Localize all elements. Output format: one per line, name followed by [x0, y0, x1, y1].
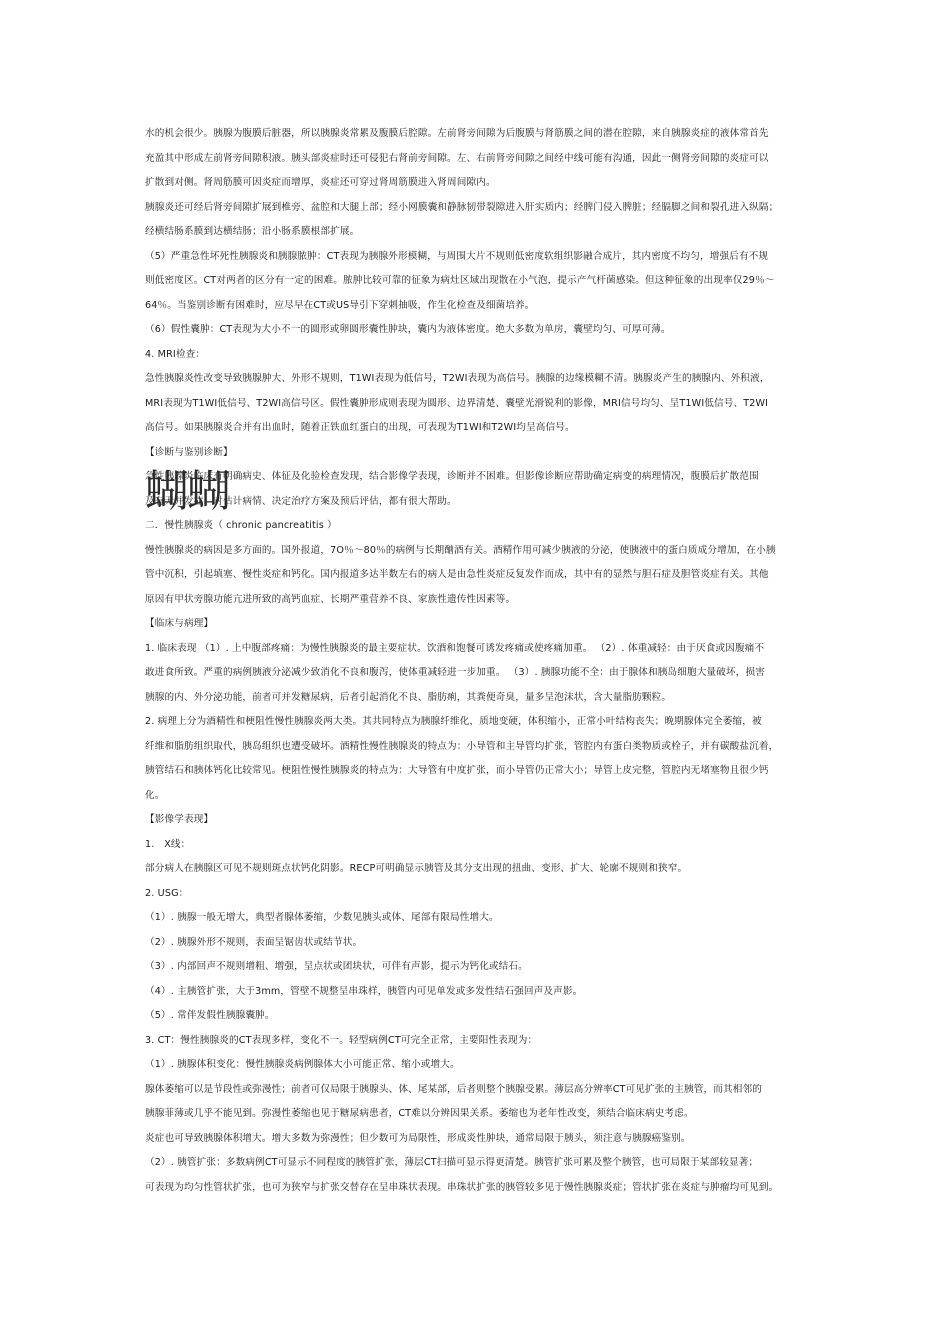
document-body [145, 122, 809, 1200]
text-line: 【影像学表现】 [145, 814, 214, 825]
text-line: （2）. 胰管扩张：多数病例CT可显示不同程度的胰管扩张，薄层CT扫描可显示得更清楚。胰管扩张可累及整个胰管，也可局限于某部较显著； [145, 1157, 759, 1168]
text-line: 高信号。如果胰腺炎合并有出血时，随着正铁血红蛋白的出现，可表现为T1WI和T2WI均呈高信号。 [145, 422, 575, 433]
text-line: 胰管结石和胰体钙化比较常见。梗阻性慢性胰腺炎的特点为：大导管有中度扩张，而小导管仍正常大小；导管上皮完整，管腔内无堵塞物且很少钙 [145, 765, 769, 776]
text-line: 1. 临床表现 （1）. 上中腹部疼痛：为慢性胰腺炎的最主要症状。饮酒和饱餐可诱发疼痛或使疼痛加重。 （2）. 体重减轻：由于厌食或因腹痛不 [145, 642, 765, 654]
text-line: （1）. 胰腺一般无增大，典型者腺体萎缩，少数见胰头或体、尾部有限局性增大。 [145, 912, 499, 923]
text-line: 扩散到对侧。肾周筋膜可因炎症而增厚，炎症还可穿过肾周筋膜进入肾周间隙内。 [145, 177, 496, 188]
text-line: 经横结肠系膜到达横结肠；沿小肠系膜根部扩展。 [145, 226, 360, 237]
text-line: 4. MRI检查： [145, 348, 206, 360]
text-line: 胰腺的内、外分泌功能，前者可并发糖尿病，后者引起消化不良、脂肪痢，其粪便奇臭，量多呈泡沫状，含大量脂肪颗粒。 [145, 691, 672, 703]
text-line: （1）. 胰腺体积变化：慢性胰腺炎病例腺体大小可能正常、缩小或增大。 [145, 1059, 460, 1070]
text-line: MRI表现为T1WI低信号、T2WI高信号区。假性囊肿形成则表现为圆形、边界清楚、囊壁光滑锐利的影像，MRI信号均匀、呈T1WI低信号、T2WI [145, 397, 769, 409]
text-line: 纤维和脂肪组织取代，胰岛组织也遭受破坏。酒精性慢性胰腺炎的特点为：小导管和主导管均扩张，管腔内有蛋白类物质或栓子，并有碳酸盐沉着， [145, 740, 779, 752]
text-line: 化。 [145, 789, 165, 801]
text-line: 腺体萎缩可以是节段性或弥漫性；前者可仅局限于胰腺头、体、尾某部，后者则整个胰腺受累。薄层高分辨率CT可见扩张的主胰管，而其相邻的 [145, 1083, 762, 1095]
text-line: 管中沉积，引起填塞、慢性炎症和钙化。国内报道多达半数左右的病人是由急性炎症反复发作而成，其中有的显然与胆石症及胆管炎症有关。其他 [145, 569, 769, 580]
text-line: 则低密度区。CT对两者的区分有一定的困难。脓肿比较可靠的征象为病灶区域出现散在小气泡，提示产气杆菌感染。但这种征象的出现率仅29％～ [145, 275, 775, 286]
text-line: 可表现为均匀性管状扩张，也可为狭窄与扩张交替存在呈串珠状表现。串珠状扩张的胰管较多见于慢性胰腺炎症；管状扩张在炎症与肿瘤均可见到。 [145, 1181, 779, 1193]
text-line: 胰腺炎还可经后肾旁间隙扩展到椎旁、盆腔和大腿上部；经小网膜囊和静脉韧带裂隙进入肝实质内；经脾门侵入脾脏；经膈脚之间和裂孔进入纵隔； [145, 201, 779, 213]
text-line: 急性胰腺炎性改变导致胰腺肿大、外形不规则，T1WI表现为低信号，T2WI表现为高信号。胰腺的边缘模糊不清。胰腺炎产生的胰腺内、外积液， [145, 373, 770, 384]
text-line: 原因有甲状旁腺功能亢进所致的高钙血症、长期严重营养不良、家族性遗传性因素等。 [145, 593, 516, 605]
text-line: 【诊断与鉴别诊断】 [145, 446, 233, 458]
text-line: （3）. 内部回声不规则增粗、增强，呈点状或团块状，可伴有声影，提示为钙化或结石。 [145, 961, 528, 972]
text-line: 敢进食所致。严重的病例胰液分泌减少致消化不良和腹泻，使体重减轻进一步加重。 （3）. 胰腺功能不全：由于腺体和胰岛细胞大量破坏，损害 [145, 667, 765, 678]
text-line: 炎症也可导致胰腺体积增大。增大多数为弥漫性；但少数可为局限性，形成炎性肿块，通常局限于胰头，须注意与胰腺癌鉴别。 [145, 1132, 691, 1144]
text-line: 二．慢性胰腺炎（ chronic pancreatitis ） [145, 520, 337, 531]
text-line: （5）. 常伴发假性胰腺囊肿。 [145, 1010, 275, 1021]
text-line: 64％。当鉴别诊断有困难时，应尽早在CT或US导引下穿刺抽吸，作生化检查及细菌培养。 [145, 299, 535, 311]
text-line: 慢性胰腺炎的病因是多方面的。国外报道，7O％～80％的病例与长期酗酒有关。酒精作用可减少胰液的分泌，使胰液中的蛋白质成分增加，在小胰 [145, 544, 776, 556]
text-line: 充盈其中形成左前肾旁间隙积液。胰头部炎症时还可侵犯右肾前旁间隙。左、右前肾旁间隙之间经中线可能有沟通，因此一侧肾旁间隙的炎症可以 [145, 152, 769, 164]
text-line: 胰腺菲薄或几乎不能见到。弥漫性萎缩也见于糖尿病患者，CT难以分辨因果关系。萎缩也为老年性改变，须结合临床病史考虑。 [145, 1108, 694, 1119]
text-line: 及有无并发症，对估计病情、决定治疗方案及预后评估，都有很大帮助。 [145, 495, 457, 507]
text-line: （2）. 胰腺外形不规则，表面呈锯齿状或结节状。 [145, 936, 363, 948]
text-line: （6）假性囊肿：CT表现为大小不一的圆形或卵圆形囊性肿块，囊内为液体密度。绝大多数为单房，囊壁均匀、可厚可薄。 [145, 324, 671, 335]
text-line: 1. X线： [145, 838, 191, 850]
text-line: 3. CT：慢性胰腺炎的CT表现多样，变化不一。轻型病例CT可完全正常，主要阳性表现为： [145, 1034, 538, 1046]
text-line: （4）. 主胰管扩张，大于3mm，管壁不规整呈串珠样，胰管内可见单发或多发性结石强回声及声影。 [145, 985, 583, 997]
text-line: 部分病人在胰腺区可见不规则斑点状钙化阴影。RECP可明确显示胰管及其分支出现的扭曲、变形、扩大、轮廓不规则和狭窄。 [145, 863, 688, 874]
text-line: 水的机会很少。胰腺为腹膜后脏器，所以胰腺炎常累及腹膜后腔隙。左前肾旁间隙为后腹膜与肾筋膜之间的潜在腔隙，来自胰腺炎症的液体常首先 [145, 128, 769, 139]
text-line: 【临床与病理】 [145, 618, 214, 629]
text-line: （5）严重急性坏死性胰腺炎和胰腺脓肿：CT表现为胰腺外形模糊，与周围大片不规则低密度软组织影融合成片，其内密度不均匀，增强后有不规 [145, 250, 769, 262]
text-line: 急性胰腺炎临床有明确病史、体征及化验检查发现，结合影像学表现，诊断并不困难。但影像诊断应帮助确定病变的病理情况，腹膜后扩散范围 [145, 471, 759, 482]
overlay-glyphs: 蝴蝴 [145, 466, 229, 517]
text-line: 2. 病理上分为酒精性和梗阻性慢性胰腺炎两大类。其共同特点为胰腺纤维化，质地变硬，体积缩小，正常小叶结构丧失；晚期腺体完全萎缩，被 [145, 716, 762, 727]
text-line: 2. USG： [145, 887, 189, 899]
